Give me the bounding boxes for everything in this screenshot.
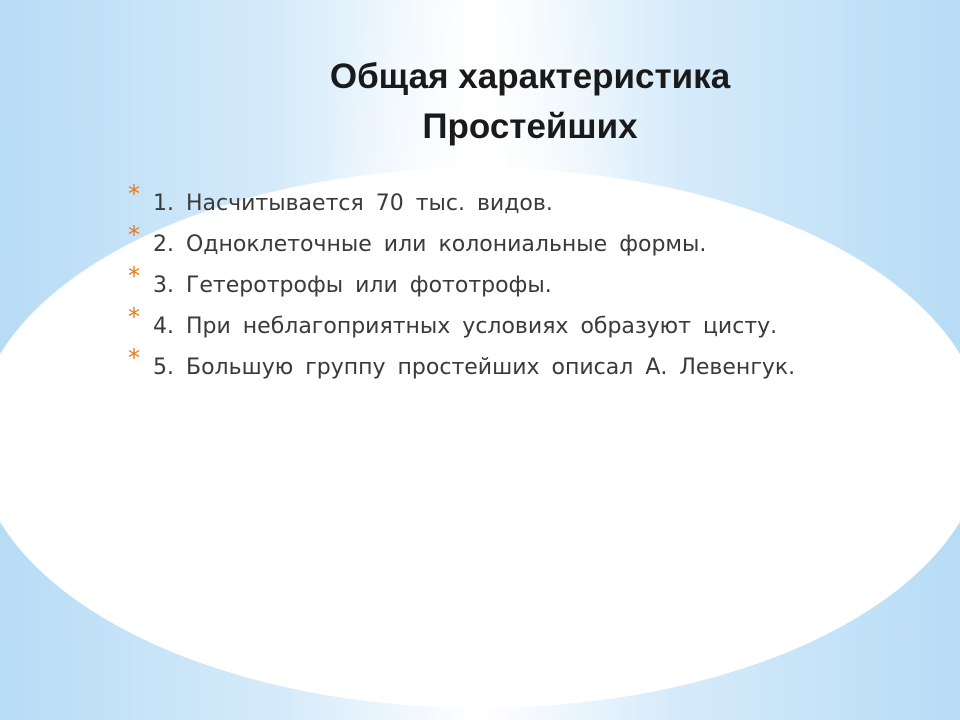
asterisk-bullet-icon: * bbox=[128, 344, 140, 372]
asterisk-bullet-icon: * bbox=[128, 221, 140, 249]
list-item bbox=[128, 262, 808, 303]
list-item-text: 5. Большую группу простейших описал А. Левенгук. bbox=[153, 355, 796, 380]
bullet-list bbox=[128, 180, 808, 391]
list-item bbox=[128, 344, 808, 385]
asterisk-bullet-icon: * bbox=[128, 180, 140, 208]
title-line-2: Простейших bbox=[422, 107, 638, 146]
asterisk-bullet-icon: * bbox=[128, 262, 140, 290]
list-item-text: 2. Одноклеточные или колониальные формы. bbox=[153, 232, 707, 257]
list-item bbox=[128, 180, 808, 221]
list-item bbox=[128, 303, 808, 344]
asterisk-bullet-icon: * bbox=[128, 303, 140, 331]
list-item-text: 3. Гетеротрофы или фототрофы. bbox=[153, 273, 552, 298]
list-item bbox=[128, 221, 808, 262]
list-item-text: 4. При неблагоприятных условиях образуют цисту. bbox=[153, 314, 778, 339]
slide-title bbox=[200, 52, 860, 152]
title-line-1: Общая характеристика bbox=[329, 57, 731, 96]
list-item-text: 1. Насчитывается 70 тыс. видов. bbox=[153, 191, 553, 216]
